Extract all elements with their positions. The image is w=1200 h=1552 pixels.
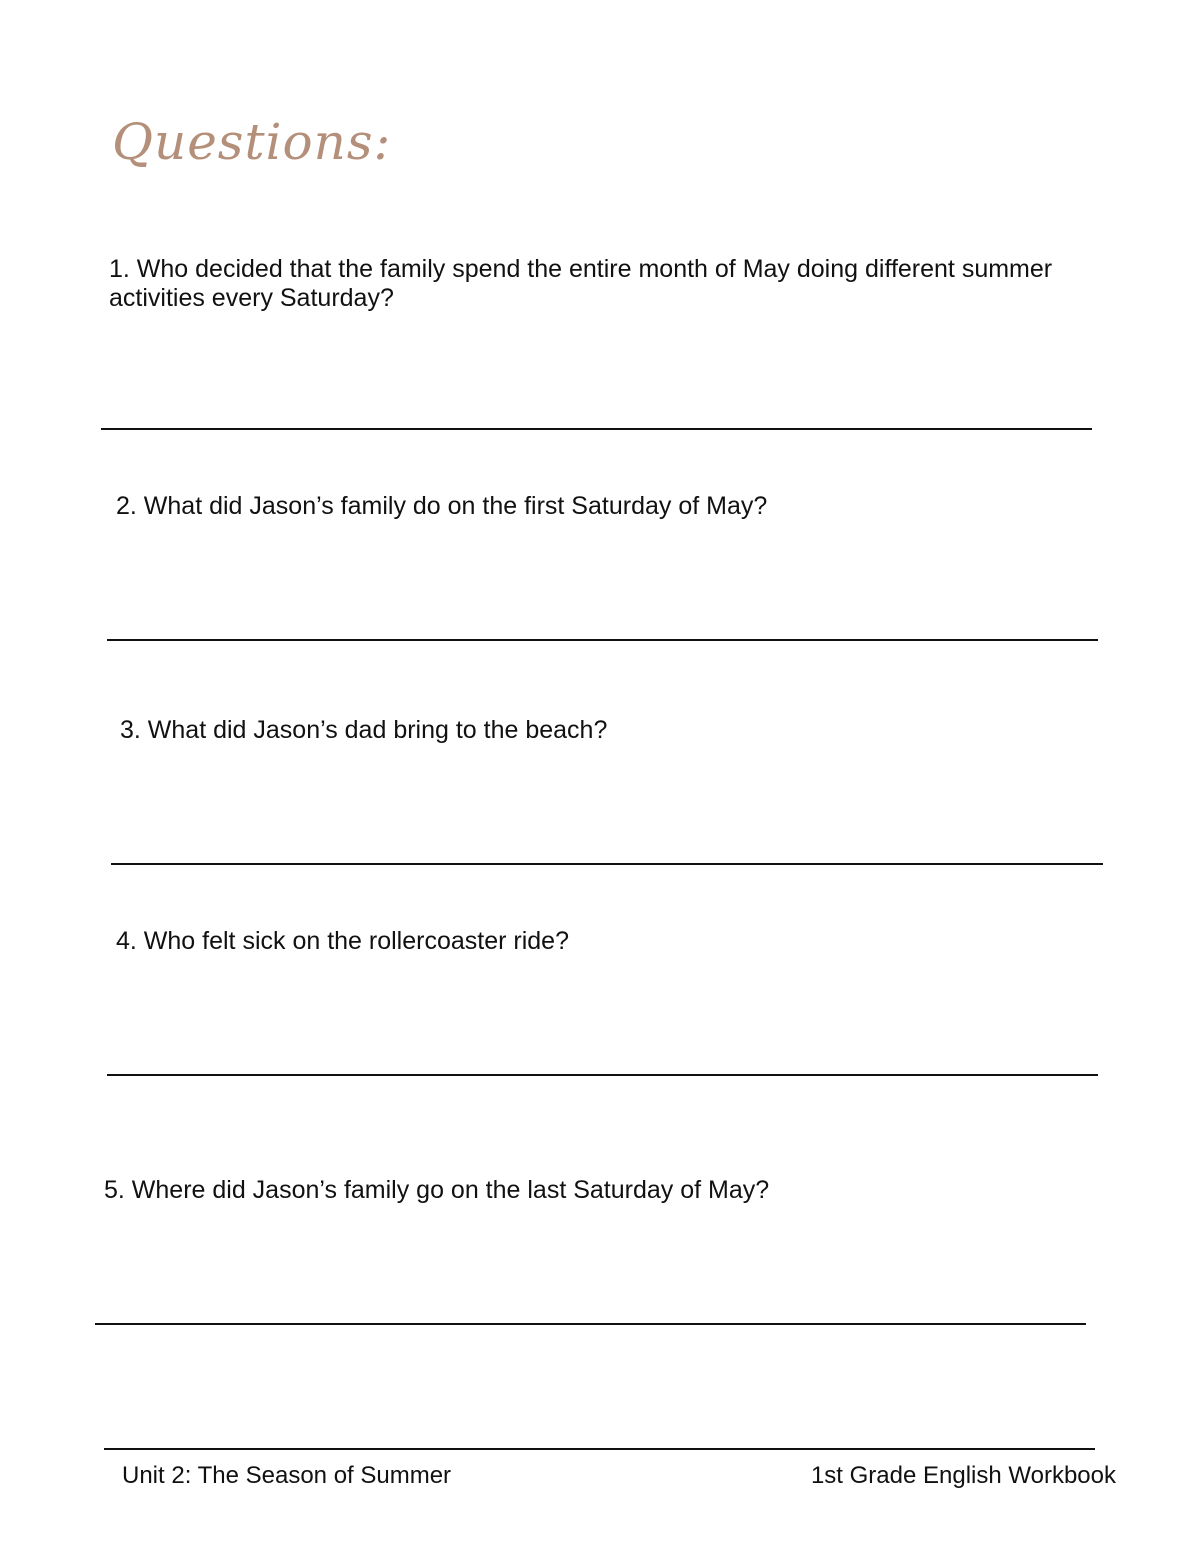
answer-line-3[interactable]	[111, 863, 1103, 865]
footer-workbook-title: 1st Grade English Workbook	[810, 1462, 1116, 1489]
question-5: 5. Where did Jason’s family go on the last Saturday of May?	[104, 1176, 770, 1204]
answer-line-2[interactable]	[107, 639, 1098, 641]
question-4: 4. Who felt sick on the rollercoaster ride?	[116, 927, 569, 955]
question-2: 2. What did Jason’s family do on the first Saturday of May?	[116, 492, 768, 520]
answer-line-4[interactable]	[107, 1074, 1098, 1076]
question-3: 3. What did Jason’s dad bring to the beach?	[120, 716, 608, 744]
footer-divider	[104, 1448, 1095, 1450]
question-1: 1. Who decided that the family spend the entire month of May doing different summer activities every Saturday?	[109, 255, 1053, 312]
page-title: Questions:	[112, 113, 392, 171]
footer-unit-title: Unit 2: The Season of Summer	[122, 1462, 452, 1489]
answer-line-1[interactable]	[101, 428, 1092, 430]
answer-line-5[interactable]	[95, 1323, 1086, 1325]
